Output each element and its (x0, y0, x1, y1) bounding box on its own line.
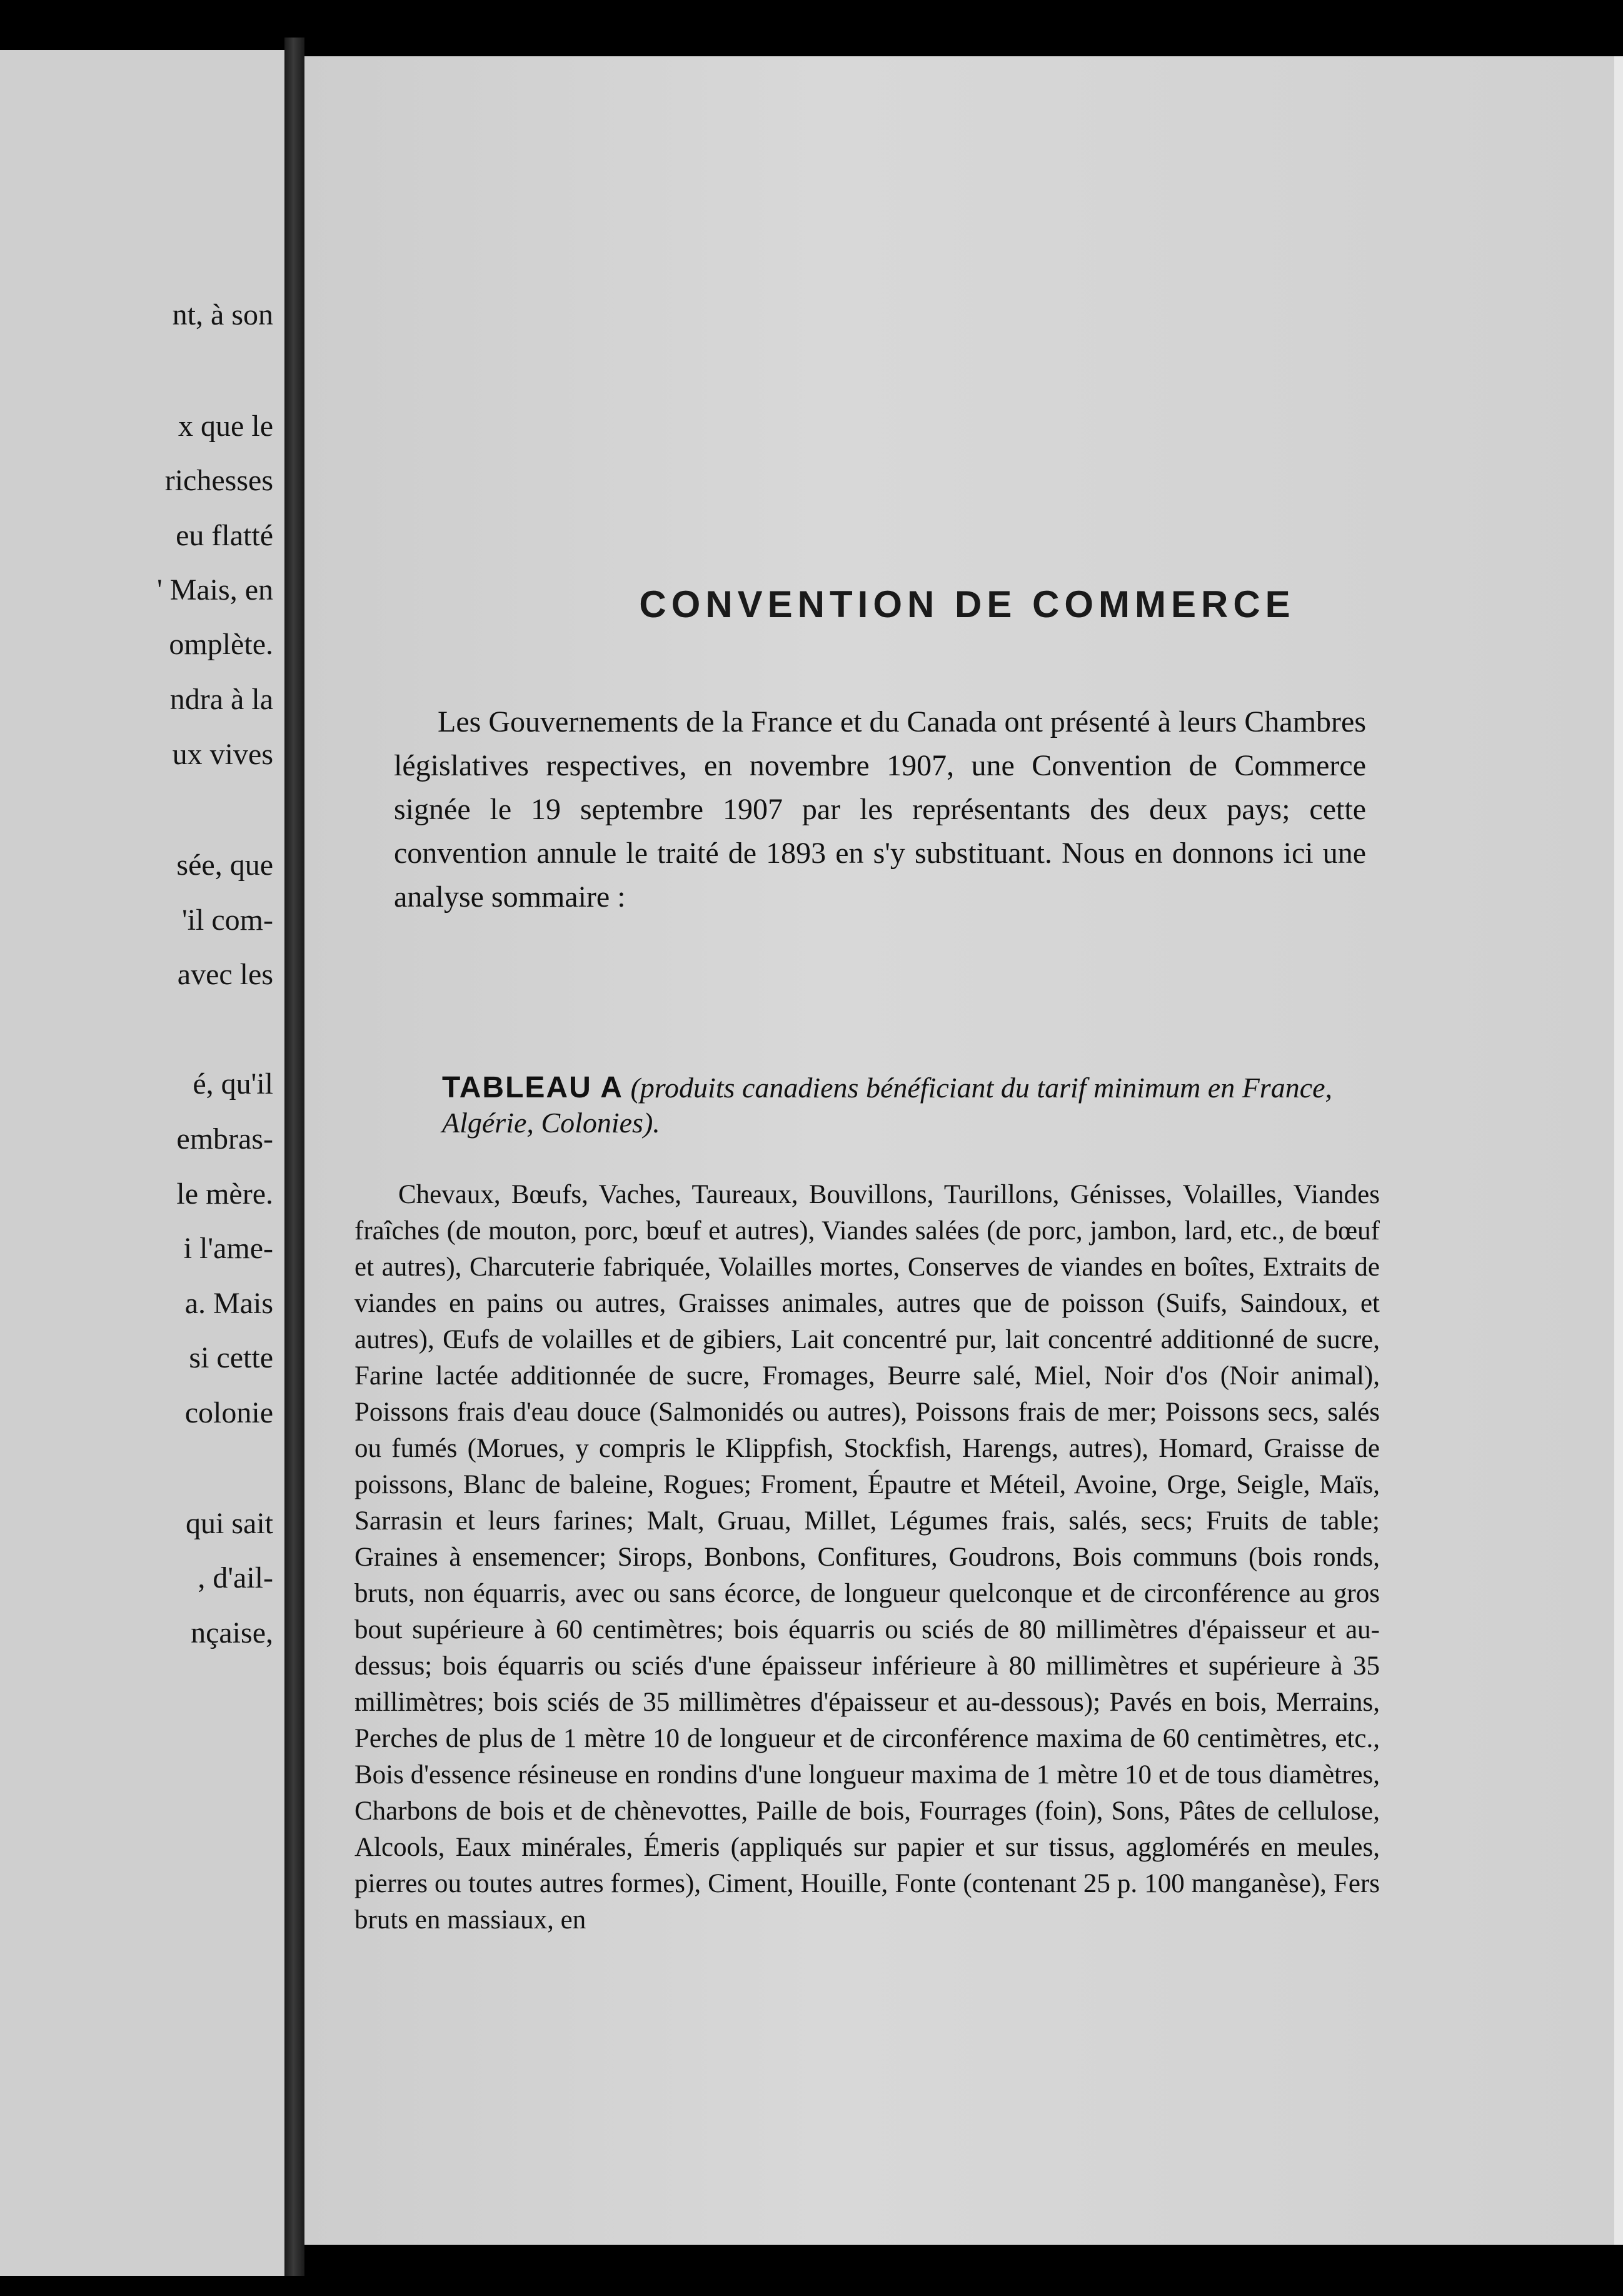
left-text-line: ndra à la (169, 683, 273, 716)
tableau-text: Chevaux, Bœufs, Vaches, Taureaux, Bouvillons, Taurillons, Génisses, Volailles, Viandes fraîches (de mouton, porc, bœuf et autres), Viandes salées (de porc, jambon, lard, etc., de bœuf et autres), Charcuterie fabriquée, Volailles mortes, Conserves de viandes en boîtes, Extraits de viandes en pains ou autres, Graisses animales, autres que de poisson (Suifs, Saindoux, et autres), Œufs de volailles et de gibiers, Lait concentré pur, lait concentré additionné de sucre, Farine lactée additionnée de sucre, Fromages, Beurre salé, Miel, Noir d'os (Noir animal), Poissons frais d'eau douce (Salmonidés ou autres), Poissons frais de mer; Poissons secs, salés ou fumés (Morues, y compris le Klippfish, Stockfish, Harengs, autres), Homard, Graisse de poissons, Blanc de baleine, Rogues; Froment, Épautre et Méteil, Avoine, Orge, Seigle, Maïs, Sarrasin et leurs farines; Malt, Gruau, Millet, Légumes frais, salés, secs; Fruits de table; Graines à ensemencer; Sirops, Bonbons, Confitures, Goudrons, Bois communs (bois ronds, bruts, non équarris, avec ou sans écorce, de longueur quelconque et de circonférence au gros bout supérieure à 60 centimètres; bois équarris ou sciés de 80 millimètres d'épaisseur et au-dessus; bois équarris ou sciés d'une épaisseur inférieure à 80 millimètres et supérieure à 35 millimètres; bois sciés de 35 millimètres d'épaisseur et au-dessous); Pavés en bois, Merrains, Perches de plus de 1 mètre 10 de longueur et de circonférence maxima de 60 centimètres, etc., Bois d'essence résineuse en rondins d'une longueur maxima de 1 mètre 10 et de tous diamètres, Charbons de bois et de chènevottes, Paille de bois, Fourrages (foin), Sons, Pâtes de cellulose, Alcools, Eaux minérales, Émeris (appliqués sur papier et sur tissus, agglomérés en meules, pierres ou toutes autres formes), Ciment, Houille, Fonte (contenant 25 p. 100 manganèse), Fers bruts en massiaux, en (354, 1180, 1380, 1935)
left-text-line: 'il com- (182, 904, 273, 937)
left-text-line: i l'ame- (183, 1232, 273, 1265)
intro-text: Les Gouvernements de la France et du Canada ont présenté à leurs Chambres législatives respectives, en novembre 1907, une Convention de Commerce signée le 19 septembre 1907 par les représentants des deux pays; cette convention annule le traité de 1893 en s'y substituant. Nous en donnons ici une analyse sommaire : (394, 705, 1366, 914)
left-text-line: le mère. (176, 1177, 273, 1211)
left-text-line: a. Mais (184, 1287, 273, 1320)
left-text-line: é, qu'il (193, 1067, 273, 1100)
left-text-line: si cette (189, 1341, 273, 1374)
left-text-line: colonie (184, 1396, 273, 1429)
left-text-line: , d'ail- (198, 1561, 273, 1594)
left-text-line: richesses (164, 464, 273, 497)
left-text-line: x que le (178, 410, 273, 443)
tableau-heading (442, 1070, 1367, 1140)
left-text-line: ux vives (172, 738, 273, 771)
right-page (304, 56, 1623, 2245)
left-text-line: avec les (177, 958, 273, 991)
left-text-line: eu flatté (176, 519, 273, 552)
tableau-body (354, 1177, 1380, 1938)
left-text-line: nt, à son (172, 298, 273, 331)
intro-paragraph (394, 700, 1366, 919)
left-text-line: sée, que (176, 848, 273, 882)
tableau-label: TABLEAU A (442, 1071, 623, 1104)
tableau-description: (produits canadiens bénéficiant du tarif minimum en France, Algérie, Colonies). (442, 1072, 1333, 1139)
left-text-line: ' Mais, en (157, 573, 273, 607)
left-text-line: embras- (176, 1122, 273, 1156)
left-text-line: qui sait (186, 1507, 273, 1540)
book-spine (284, 38, 304, 2276)
left-page (0, 50, 284, 2276)
left-text-line: nçaise, (191, 1616, 273, 1649)
page-title: CONVENTION DE COMMERCE (639, 583, 1295, 625)
left-text-line: omplète. (169, 628, 273, 661)
